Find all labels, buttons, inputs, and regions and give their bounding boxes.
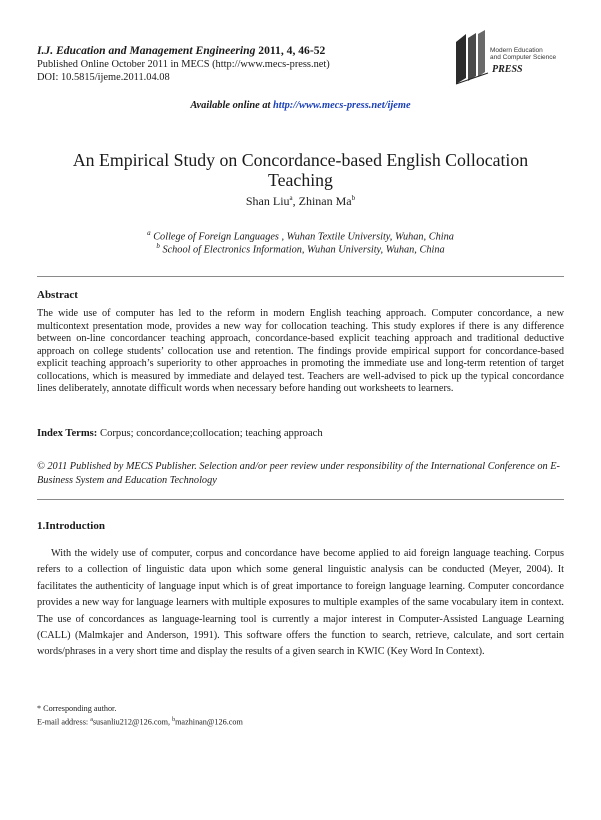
footnote-email [37,717,243,727]
available-online [0,100,601,111]
abstract-body: The wide use of computer has led to the reform in modern English teaching approach. Computer concordance, a new multicontext presentation mode, provides a new way for collocation teaching. This study explores if there is any difference between on-line concordancer teaching approach, concordance-based explicit teaching approach and traditional deductive approach on college students’ collocation use and retention. The findings provide empirical support for concordance-based explicit teaching approach’s superiority to other approaches in promoting the immediate use and long-term retention of target collocations, which is measured by immediate and delayed test. Teachers are well-advised to pick up the typical concordance lines deliberately, annotate difficult words when necessary before handing out worksheets to learners. [37,308,564,395]
affiliation [0,242,601,255]
index-terms [37,428,323,439]
email-label: E-mail address: [37,717,91,727]
journal-volume: 2011, 4, 46-52 [258,44,326,57]
available-prefix: Available online at [190,100,271,111]
affiliation [0,229,601,242]
published-online-line: Published Online October 2011 in MECS (http://www.mecs-press.net) [37,59,330,70]
index-terms-label: Index Terms: [37,428,98,439]
journal-name: I.J. Education and Management Engineering [37,44,256,57]
author-separator: , [292,194,299,208]
affiliation-text: School of Electronics Information, Wuhan University, Wuhan, China [162,244,445,256]
footnote-corresponding: * Corresponding author. [37,704,117,713]
email-address[interactable]: mazhinan@126.com [175,717,243,727]
author-list [0,194,601,209]
divider [37,499,564,500]
book-stack-icon [452,28,557,86]
abstract-heading: Abstract [37,289,78,301]
author-affiliation-mark: a [289,194,293,202]
index-terms-value: Corpus; concordance;collocation; teaching approach [100,428,323,439]
journal-url-link[interactable]: http://www.mecs-press.net/ijeme [273,100,411,111]
introduction-paragraph: With the widely use of computer, corpus and concordance have become applied to aid foreign language teaching. Corpus refers to a collection of linguistic data upon which some general linguistic analysis can be conducted (Meyer, 2004). It facilitates the authenticity of language input which is of great importance to foreign language learning. Computer concordance provides a new way for language learners with multiple exposures to multiple examples of the same vocabulary item in context. The use of concordances as language-learning tool is currently a major interest in Computer-Assisted Language Learning (CALL) (Malmkajer and Anderson, 1991). This software offers the function to search, retrieve, calculate, and sort certain words/phrases in a very short time and display the results of a given search in KWIC (Key Word In Context). [37,548,564,658]
logo-press-text: PRESS [492,64,523,75]
divider [37,276,564,277]
mecs-press-logo [452,28,557,86]
doi-line: DOI: 10.5815/ijeme.2011.04.08 [37,72,170,83]
affiliation-mark: a [147,229,151,237]
affiliation-mark: b [156,242,160,250]
copyright-notice: © 2011 Published by MECS Publisher. Selection and/or peer review under responsibility of the International Conference on E-Business System and Education Technology [37,461,560,486]
author-name: Zhinan Ma [298,194,352,208]
section-heading-introduction: 1.Introduction [37,520,105,532]
paper-title: An Empirical Study on Concordance-based English Collocation Teaching [72,150,529,190]
author-name: Shan Liu [245,194,290,208]
logo-text-line2: and Computer Science [490,54,557,61]
affiliation-text: College of Foreign Languages , Wuhan Textile University, Wuhan, China [153,231,454,243]
author-affiliation-mark: b [351,194,356,202]
logo-text-line1: Modern Education [490,47,543,54]
email-address[interactable]: susanliu212@126.com, [92,717,173,727]
journal-citation [37,44,325,57]
email-mark: b [172,717,176,723]
email-mark: a [90,717,93,723]
